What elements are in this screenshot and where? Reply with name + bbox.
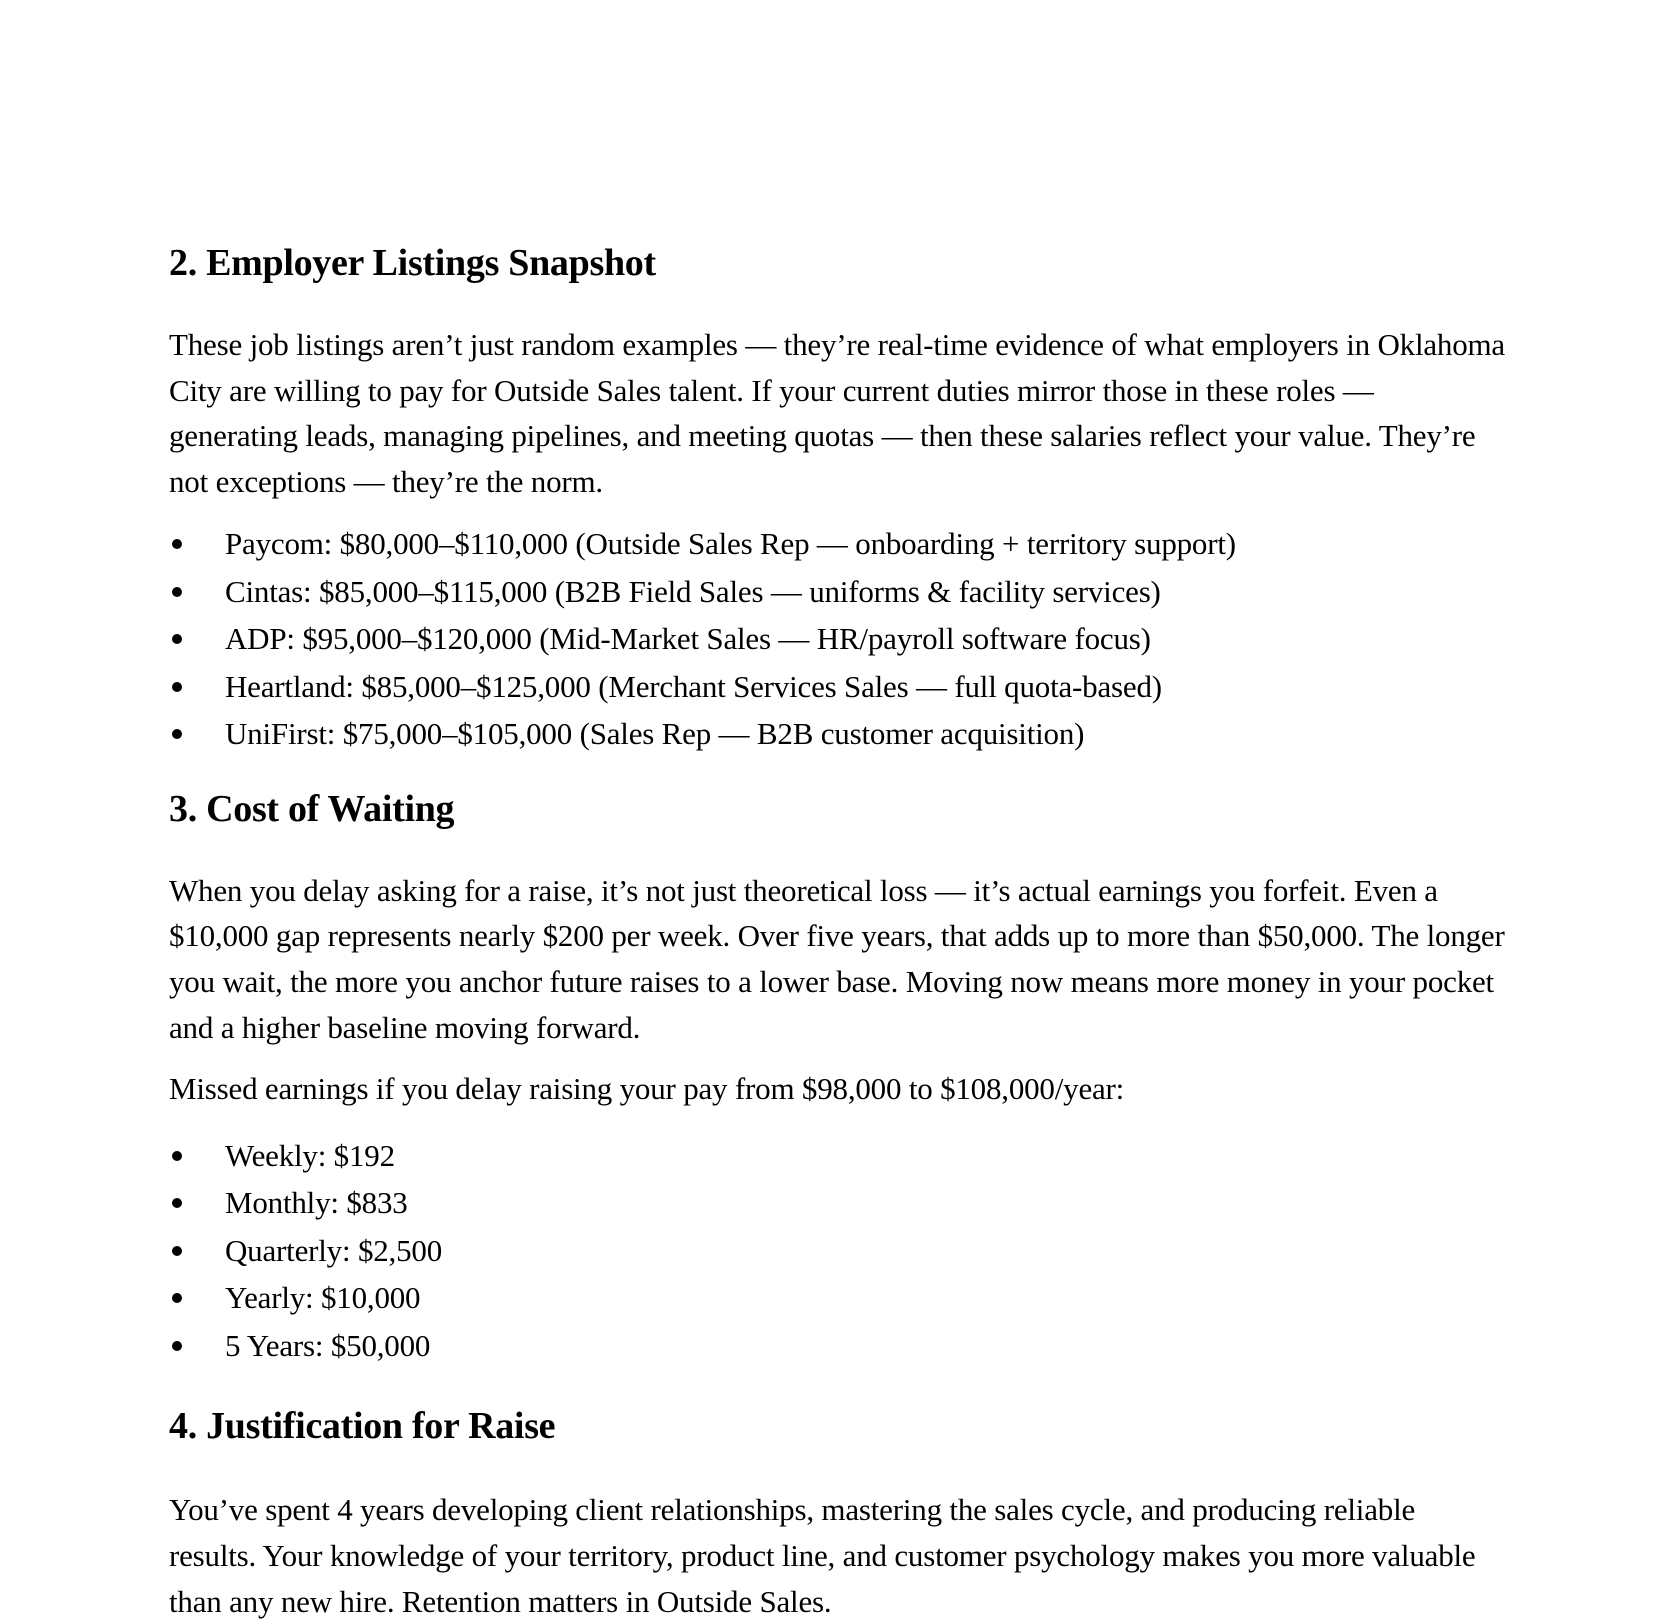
- document-content: [169, 240, 1509, 1624]
- section-heading-employer-listings: 2. Employer Listings Snapshot: [169, 242, 656, 284]
- list-item: [169, 568, 1509, 616]
- list-item: [169, 1274, 1509, 1322]
- missed-earnings-list: [169, 1132, 1509, 1370]
- list-item: [169, 1227, 1509, 1275]
- bullet-icon: [172, 1246, 182, 1256]
- employer-listings-paragraph: These job listings aren’t just random examples — they’re real-time evidence of what employers in Oklahoma City are willing to pay for Outside Sales talent. If your current duties mirror those in these roles — generating leads, managing pipelines, and meeting quotas — then these salaries reflect your value. They’re not exceptions — they’re the norm.: [169, 327, 1505, 499]
- list-item-text: Heartland: $85,000–$125,000 (Merchant Services Sales — full quota-based): [225, 668, 1162, 704]
- list-item-text: Yearly: $10,000: [225, 1280, 421, 1316]
- list-item-text: ADP: $95,000–$120,000 (Mid-Market Sales — HR/payroll software focus): [225, 621, 1151, 657]
- employer-listings-list: [169, 520, 1509, 758]
- list-item-text: 5 Years: $50,000: [225, 1327, 431, 1363]
- bullet-icon: [172, 1293, 182, 1303]
- bullet-icon: [172, 729, 182, 739]
- bullet-icon: [172, 1151, 182, 1161]
- list-item: [169, 520, 1509, 568]
- list-item-text: Paycom: $80,000–$110,000 (Outside Sales Rep — onboarding + territory support): [225, 526, 1236, 562]
- bullet-icon: [172, 1341, 182, 1351]
- bullet-icon: [172, 587, 182, 597]
- list-item: [169, 710, 1509, 758]
- bullet-icon: [172, 539, 182, 549]
- justification-paragraph: You’ve spent 4 years developing client relationships, mastering the sales cycle, and producing reliable results. Your knowledge of your territory, product line, and customer psychology makes you more valuable than any new hire. Retention matters in Outside Sales.: [169, 1492, 1476, 1619]
- list-item: [169, 1179, 1509, 1227]
- cost-of-waiting-paragraph: When you delay asking for a raise, it’s not just theoretical loss — it’s actual earnings you forfeit. Even a $10,000 gap represents nearly $200 per week. Over five years, that adds up to more than $50,000. The longer you wait, the more you anchor future raises to a lower base. Moving now means more money in your pocket and a higher baseline moving forward.: [169, 872, 1505, 1045]
- bullet-icon: [172, 1198, 182, 1208]
- list-item: [169, 1132, 1509, 1180]
- list-item: [169, 1322, 1509, 1370]
- list-item-text: Weekly: $192: [225, 1137, 395, 1173]
- section-heading-justification: 4. Justification for Raise: [169, 1405, 556, 1448]
- list-item-text: Cintas: $85,000–$115,000 (B2B Field Sales — uniforms & facility services): [225, 573, 1161, 609]
- list-item-text: UniFirst: $75,000–$105,000 (Sales Rep — B2B customer acquisition): [225, 716, 1085, 752]
- list-item-text: Quarterly: $2,500: [225, 1232, 442, 1268]
- bullet-icon: [172, 634, 182, 644]
- missed-earnings-intro: Missed earnings if you delay raising your pay from $98,000 to $108,000/year:: [169, 1071, 1125, 1107]
- bullet-icon: [172, 682, 182, 692]
- list-item: [169, 615, 1509, 663]
- list-item: [169, 663, 1509, 711]
- section-heading-cost-of-waiting: 3. Cost of Waiting: [169, 787, 455, 830]
- list-item-text: Monthly: $833: [225, 1185, 408, 1221]
